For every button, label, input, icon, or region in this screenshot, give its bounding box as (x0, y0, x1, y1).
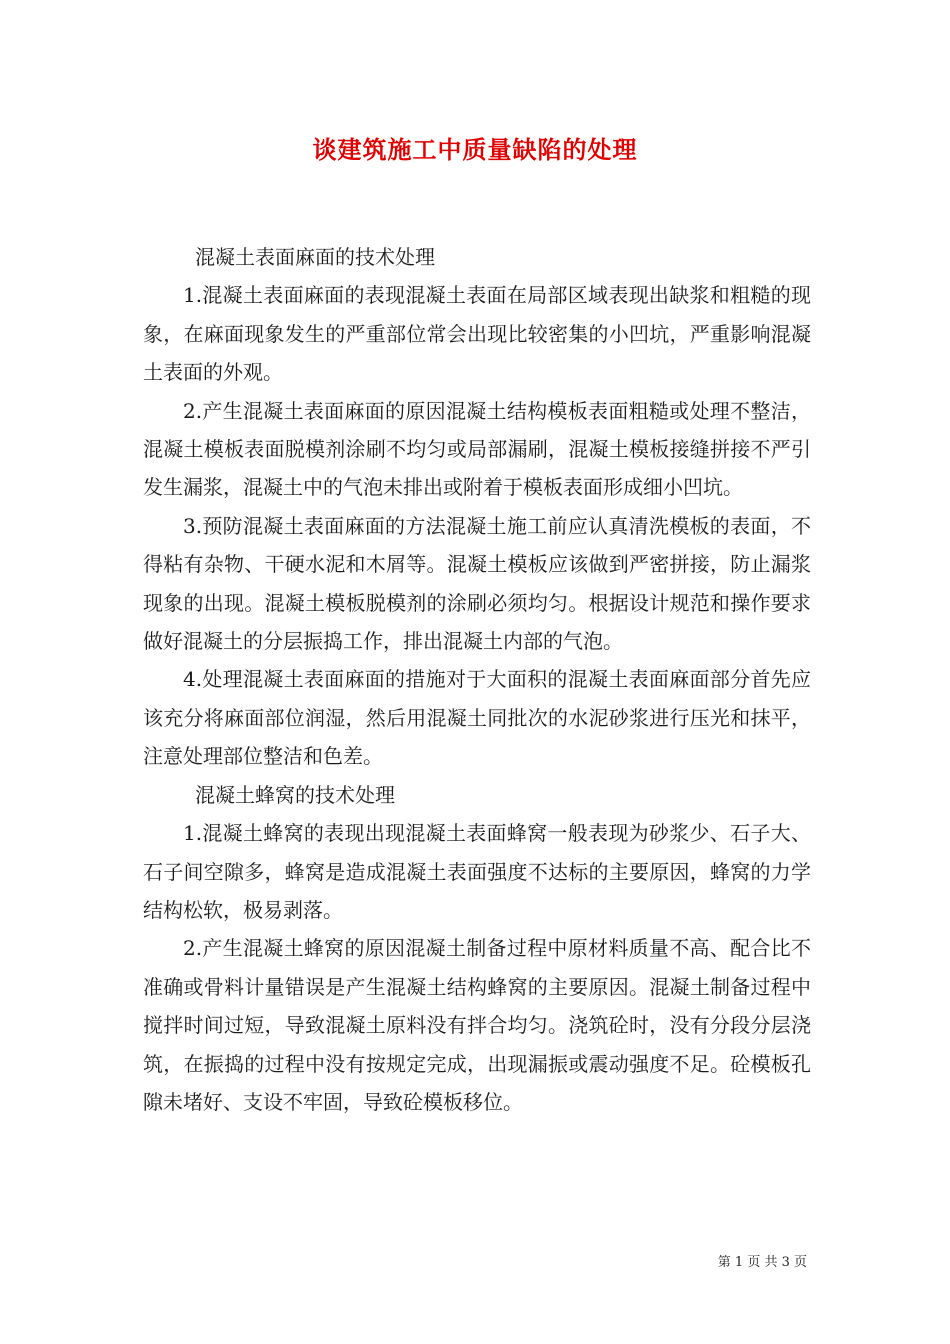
section-heading-pitting: 混凝土表面麻面的技术处理 (195, 245, 435, 269)
paragraph-honeycomb-2: 2.产生混凝土蜂窝的原因混凝土制备过程中原材料质量不高、配合比不准确或骨料计量错误是产生混凝土结构蜂窝的主要原因。混凝土制备过程中搅拌时间过短，导致混凝土原料没有拌合均匀。浇筑砼时，没有分段分层浇筑，在振捣的过程中没有按规定完成，出现漏振或震动强度不足。砼模板孔隙未堵好、支设不牢固，导致砼模板移位。 (143, 936, 811, 1114)
page-number-footer: 第 1 页 共 3 页 (717, 1255, 807, 1270)
document-body (143, 238, 811, 1121)
paragraph-pitting-2: 2.产生混凝土表面麻面的原因混凝土结构模板表面粗糙或处理不整洁，混凝土模板表面脱模剂涂刷不均匀或局部漏刷，混凝土模板接缝拼接不严引发生漏浆，混凝土中的气泡未排出或附着于模板表面形成细小凹坑。 (143, 398, 811, 500)
document-title: 谈建筑施工中质量缺陷的处理 (312, 135, 638, 164)
paragraph-pitting-4: 4.处理混凝土表面麻面的措施对于大面积的混凝土表面麻面部分首先应该充分将麻面部位润湿，然后用混凝土同批次的水泥砂浆进行压光和抹平，注意处理部位整洁和色差。 (143, 667, 811, 769)
section-heading-honeycomb: 混凝土蜂窝的技术处理 (195, 782, 395, 807)
paragraph-pitting-3: 3.预防混凝土表面麻面的方法混凝土施工前应认真清洗模板的表面，不得粘有杂物、干硬水泥和木屑等。混凝土模板应该做到严密拼接，防止漏浆现象的出现。混凝土模板脱模剂的涂刷必须均匀。根据设计规范和操作要求做好混凝土的分层振捣工作，排出混凝土内部的气泡。 (143, 513, 811, 654)
paragraph-honeycomb-1: 1.混凝土蜂窝的表现出现混凝土表面蜂窝一般表现为砂浆少、石子大、石子间空隙多，蜂窝是造成混凝土表面强度不达标的主要原因，蜂窝的力学结构松软，极易剥落。 (143, 821, 811, 922)
paragraph-pitting-1: 1.混凝土表面麻面的表现混凝土表面在局部区域表现出缺浆和粗糙的现象，在麻面现象发生的严重部位常会出现比较密集的小凹坑，严重影响混凝土表面的外观。 (143, 283, 811, 385)
